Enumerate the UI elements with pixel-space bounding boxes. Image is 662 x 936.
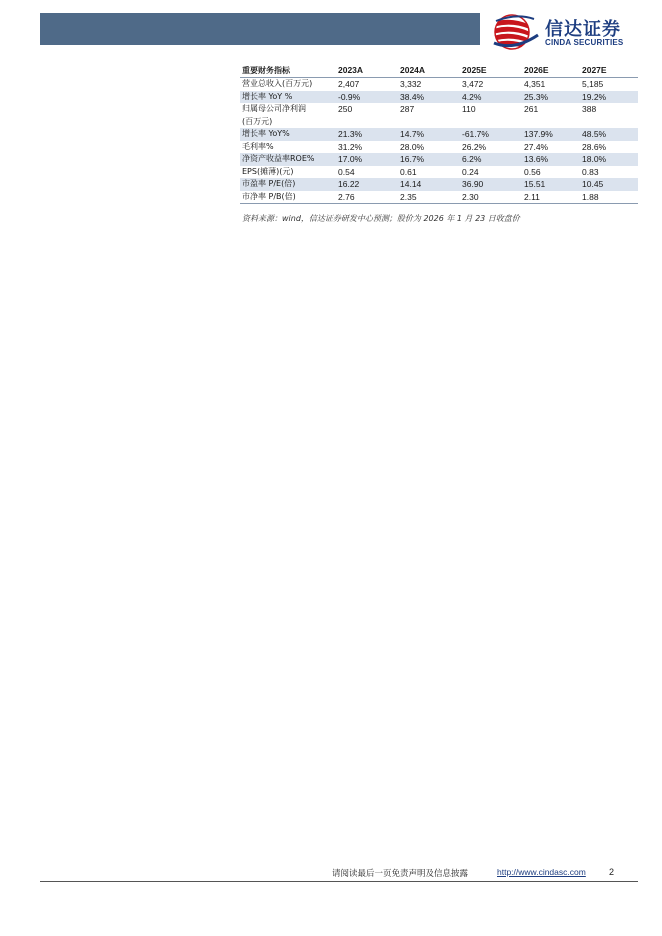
table-row	[240, 78, 638, 91]
table-row	[240, 153, 638, 166]
table-cell: 2.30	[460, 191, 522, 204]
table-cell: 6.2%	[460, 153, 522, 166]
table-cell: 2.76	[336, 191, 398, 204]
table-cell: 110	[462, 104, 476, 114]
table-cell: 27.4%	[524, 141, 549, 152]
logo-english-name: CINDA SECURITIES	[545, 38, 624, 47]
row-label: 增长率 YoY %	[240, 91, 336, 104]
company-logo	[488, 13, 643, 51]
table-cell: 10.45	[580, 178, 638, 191]
header-indicator: 重要财务指标	[240, 63, 336, 78]
financial-indicators-table	[240, 63, 638, 204]
table-cell: 18.0%	[580, 153, 638, 166]
table-cell: -61.7%	[460, 128, 522, 141]
table-cell: 287	[400, 104, 415, 114]
table-cell: 137.9%	[522, 128, 580, 141]
table-cell: 21.3%	[336, 128, 398, 141]
row-label: 市盈率 P/E(倍)	[240, 178, 336, 191]
table-cell: 14.14	[398, 178, 460, 191]
header-2026e: 2026E	[522, 63, 580, 78]
table-cell: -0.9%	[336, 91, 398, 104]
footer-disclaimer: 请阅读最后一页免责声明及信息披露	[332, 869, 469, 879]
row-label: 营业总收入(百万元)	[242, 79, 313, 88]
table-cell: 4.2%	[460, 91, 522, 104]
table-cell: 388	[582, 104, 597, 114]
table-cell: 3,332	[400, 79, 422, 89]
cinda-logo-icon	[488, 13, 540, 51]
row-label: 毛利率%	[242, 141, 274, 151]
header-2024a: 2024A	[398, 63, 460, 78]
table-cell: 0.56	[524, 166, 541, 177]
table-row	[240, 178, 638, 191]
table-cell: 16.7%	[398, 153, 460, 166]
table-row	[240, 191, 638, 204]
row-label: 增长率 YoY%	[240, 128, 336, 141]
table-cell: 3,472	[462, 79, 484, 89]
page-number: 2	[609, 867, 615, 877]
table-cell: 261	[524, 104, 539, 114]
table-header-row	[240, 63, 638, 78]
table-row	[240, 91, 638, 104]
table-cell: 2,407	[338, 79, 360, 89]
table-cell: 25.3%	[522, 91, 580, 104]
header-2023a: 2023A	[336, 63, 398, 78]
table-cell: 0.83	[582, 166, 599, 177]
table-cell: 250	[338, 104, 353, 114]
table-row	[240, 128, 638, 141]
table-cell: 28.6%	[582, 141, 607, 152]
row-label: EPS(摊薄)(元)	[242, 166, 294, 176]
header-2025e: 2025E	[460, 63, 522, 78]
table-cell: 36.90	[460, 178, 522, 191]
table-cell: 15.51	[522, 178, 580, 191]
row-label	[240, 103, 336, 128]
table-cell: 38.4%	[398, 91, 460, 104]
table-cell: 5,185	[582, 79, 604, 89]
row-label-line2: (百万元)	[242, 116, 273, 126]
table-cell: 31.2%	[338, 141, 363, 152]
table-cell: 28.0%	[400, 141, 425, 152]
table-row	[240, 103, 638, 128]
table-row	[240, 166, 638, 179]
table-cell: 1.88	[580, 191, 638, 204]
data-source-note: 资料来源：wind，信达证券研发中心预测；股价为 2026 年 1 月 23 日收盘价	[242, 214, 520, 223]
row-label-line1: 归属母公司净利润	[242, 104, 306, 113]
header-bar	[40, 13, 480, 45]
table-cell: 2.11	[522, 191, 580, 204]
table-row	[240, 141, 638, 154]
row-label: 市净率 P/B(倍)	[240, 191, 336, 204]
table-cell: 14.7%	[398, 128, 460, 141]
logo-chinese-name: 信达证券	[545, 19, 621, 40]
table-cell: 2.35	[398, 191, 460, 204]
table-cell: 19.2%	[580, 91, 638, 104]
table-cell: 16.22	[336, 178, 398, 191]
table-cell: 4,351	[524, 79, 546, 89]
header-2027e: 2027E	[580, 63, 638, 78]
row-label: 净资产收益率ROE%	[240, 153, 336, 166]
table-cell: 0.24	[462, 166, 479, 177]
website-link[interactable]: http://www.cindasc.com	[497, 867, 586, 877]
table-cell: 17.0%	[336, 153, 398, 166]
table-cell: 48.5%	[580, 128, 638, 141]
footer-divider	[40, 881, 638, 882]
table-cell: 0.61	[400, 166, 417, 177]
table-cell: 26.2%	[462, 141, 487, 152]
table-cell: 13.6%	[522, 153, 580, 166]
table-cell: 0.54	[338, 166, 355, 177]
